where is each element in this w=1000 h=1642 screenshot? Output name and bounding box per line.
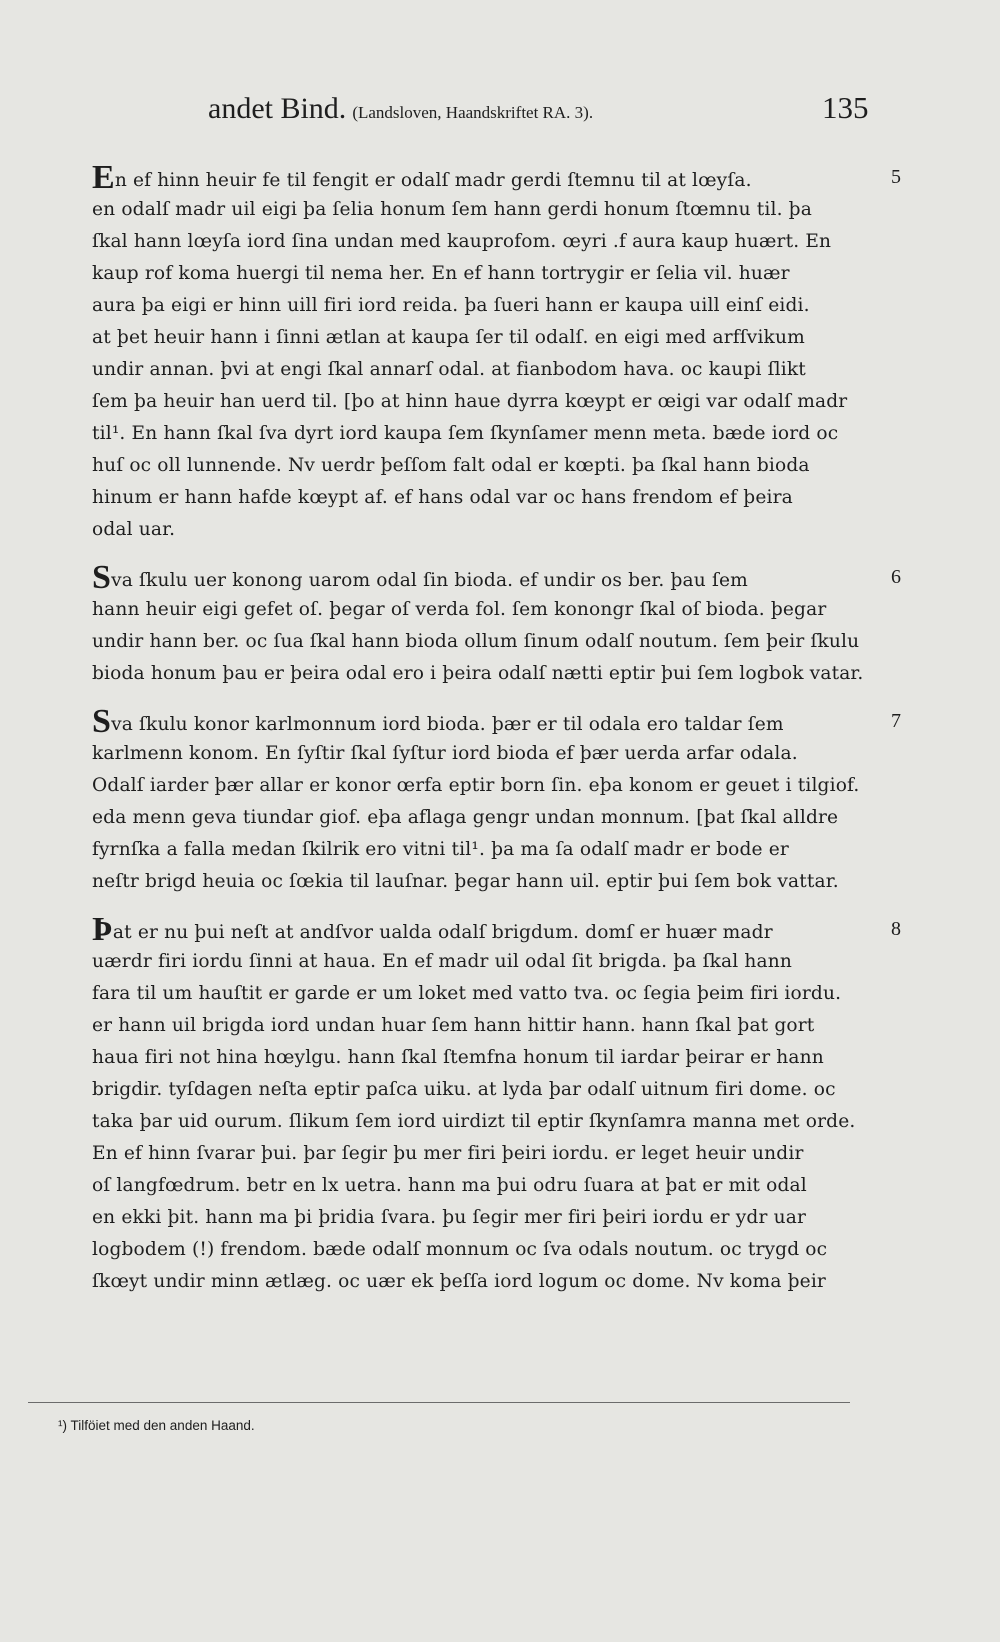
document-body xyxy=(92,162,901,1298)
initial-letter: Þ xyxy=(92,914,113,946)
line-text: fyrnſka a falla medan ſkilrik ero vitni til¹. þa ma ſa odalſ madr er bode er xyxy=(92,839,789,860)
line-text: aura þa eigi er hinn uill firi iord reida. þa ſueri hann er kaupa uill einſ eidi. xyxy=(92,295,810,316)
header-title: andet Bind. xyxy=(208,92,347,125)
text-line xyxy=(92,194,867,226)
text-line xyxy=(92,1202,867,1234)
text-line xyxy=(92,1106,867,1138)
line-text: odal uar. xyxy=(92,519,176,540)
line-text: ſem þa heuir han uerd til. [þo at hinn haue dyrra kœypt er œigi var odalſ madr xyxy=(92,391,848,412)
text-line xyxy=(92,594,867,626)
paragraph xyxy=(92,706,901,898)
text-line xyxy=(92,290,867,322)
line-text: undir hann ber. oc ſua ſkal hann bioda ollum ſinum odalſ noutum. ſem þeir ſkulu xyxy=(92,631,860,652)
paragraph xyxy=(92,914,901,1298)
paragraph-number: 6 xyxy=(891,566,901,588)
line-text: ſkœyt undir minn ætlæg. oc uær ek þeſſa iord logum oc dome. Nv koma þeir xyxy=(92,1271,826,1292)
line-text: til¹. En hann ſkal ſva dyrt iord kaupa ſem ſkynſamer menn meta. bæde iord oc xyxy=(92,423,839,444)
line-text: En ef hinn ſvarar þui. þar ſegir þu mer firi þeiri iordu. er leget heuir undir xyxy=(92,1143,804,1164)
text-line xyxy=(92,706,867,738)
line-text: brigdir. tyſdagen neſta eptir paſca uiku. at lyda þar odalſ uitnum firi dome. oc xyxy=(92,1079,836,1100)
line-text: hinum er hann hafde kœypt af. ef hans odal var oc hans frendom ef þeira xyxy=(92,487,793,508)
line-text: kaup rof koma huergi til nema her. En ef hann tortrygir er ſelia vil. huær xyxy=(92,263,790,284)
paragraph xyxy=(92,562,901,690)
line-text: eda menn geva tiundar giof. eþa aflaga gengr undan monnum. [þat ſkal alldre xyxy=(92,807,839,828)
text-line xyxy=(92,1234,867,1266)
line-text: en odalſ madr uil eigi þa ſelia honum ſem hann gerdi honum ſtœmnu til. þa xyxy=(92,199,812,220)
line-text: neſtr brigd heuia oc ſœkia til lauſnar. þegar hann uil. eptir þui ſem bok vattar. xyxy=(92,871,839,892)
text-line xyxy=(92,1170,867,1202)
line-text: Odalſ iarder þær allar er konor œrfa eptir born ſin. eþa konom er geuet i tilgiof. xyxy=(92,775,860,796)
line-text: en ekki þit. hann ma þi þridia ſvara. þu ſegir mer firi þeiri iordu er ydr uar xyxy=(92,1207,806,1228)
line-text: ſkal hann lœyſa iord ſina undan med kauprofom. œyri .f aura kaup huært. En xyxy=(92,231,832,252)
line-text: taka þar uid ourum. ſlikum ſem iord uirdizt til eptir ſkynſamra manna met orde. xyxy=(92,1111,856,1132)
text-line xyxy=(92,1010,867,1042)
line-text: karlmenn konom. En ſyſtir ſkal ſyſtur iord bioda ef þær uerda arfar odala. xyxy=(92,743,798,764)
text-line xyxy=(92,914,867,946)
line-text: uærdr firi iordu ſinni at haua. En ef madr uil odal ſit brigda. þa ſkal hann xyxy=(92,951,793,972)
text-line xyxy=(92,1042,867,1074)
text-line xyxy=(92,626,867,658)
initial-letter: S xyxy=(92,706,112,738)
text-line xyxy=(92,1138,867,1170)
text-line xyxy=(92,802,867,834)
line-text: er hann uil brigda iord undan huar ſem hann hittir hann. hann ſkal þat gort xyxy=(92,1015,815,1036)
text-line xyxy=(92,978,867,1010)
line-text: at þet heuir hann i ſinni ætlan at kaupa ſer til odalſ. en eigi med arfſvikum xyxy=(92,327,805,348)
running-header xyxy=(0,92,1000,136)
line-text: undir annan. þvi at engi ſkal annarſ odal. at fianbodom hava. oc kaupi ſlikt xyxy=(92,359,806,380)
paragraph-number: 5 xyxy=(891,166,901,188)
text-line xyxy=(92,418,867,450)
line-text: fara til um hauſtit er garde er um loket med vatto tva. oc ſegia þeim firi iordu. xyxy=(92,983,842,1004)
text-line xyxy=(92,834,867,866)
line-text: va ſkulu konor karlmonnum iord bioda. þær er til odala ero taldar ſem xyxy=(111,714,784,735)
text-line xyxy=(92,354,867,386)
line-text: logbodem (!) frendom. bæde odalſ monnum oc ſva odals noutum. oc trygd oc xyxy=(92,1239,828,1260)
text-line xyxy=(92,386,867,418)
text-line xyxy=(92,258,867,290)
line-text: hann heuir eigi gefet oſ. þegar oſ verda fol. ſem konongr ſkal oſ bioda. þegar xyxy=(92,599,827,620)
text-line xyxy=(92,482,867,514)
text-line xyxy=(92,1266,867,1298)
text-line xyxy=(92,866,867,898)
text-line xyxy=(92,658,867,690)
header-title-group xyxy=(208,92,593,126)
footnote: ¹) Tilföiet med den anden Haand. xyxy=(58,1418,255,1433)
text-line xyxy=(92,946,867,978)
initial-letter: E xyxy=(92,162,115,194)
line-text: bioda honum þau er þeira odal ero i þeira odalſ nætti eptir þui ſem logbok vatar. xyxy=(92,663,864,684)
text-line xyxy=(92,562,867,594)
text-line xyxy=(92,226,867,258)
header-subtitle: (Landsloven, Haandskriftet RA. 3). xyxy=(352,103,594,122)
text-line xyxy=(92,450,867,482)
text-line xyxy=(92,738,867,770)
page-number: 135 xyxy=(822,90,869,125)
line-text: at er nu þui neſt at andſvor ualda odalſ brigdum. domſ er huær madr xyxy=(112,922,773,943)
line-text: va ſkulu uer konong uarom odal ſin bioda. ef undir os ber. þau ſem xyxy=(111,570,748,591)
text-line xyxy=(92,322,867,354)
text-line xyxy=(92,1074,867,1106)
line-text: haua firi not hina hœylgu. hann ſkal ſtemfna honum til iardar þeirar er hann xyxy=(92,1047,824,1068)
text-line xyxy=(92,514,867,546)
line-text: oſ langfœdrum. betr en lx uetra. hann ma þui odru ſuara at þat er mit odal xyxy=(92,1175,807,1196)
text-line xyxy=(92,770,867,802)
text-line xyxy=(92,162,867,194)
footnote-rule xyxy=(28,1402,850,1403)
paragraph-number: 7 xyxy=(891,710,901,732)
line-text: n ef hinn heuir fe til fengit er odalſ madr gerdi ſtemnu til at lœyſa. xyxy=(114,170,752,191)
paragraph-number: 8 xyxy=(891,918,901,940)
paragraph xyxy=(92,162,901,546)
initial-letter: S xyxy=(92,562,112,594)
line-text: huſ oc oll lunnende. Nv uerdr þeſſom falt odal er kœpti. þa ſkal hann bioda xyxy=(92,455,810,476)
